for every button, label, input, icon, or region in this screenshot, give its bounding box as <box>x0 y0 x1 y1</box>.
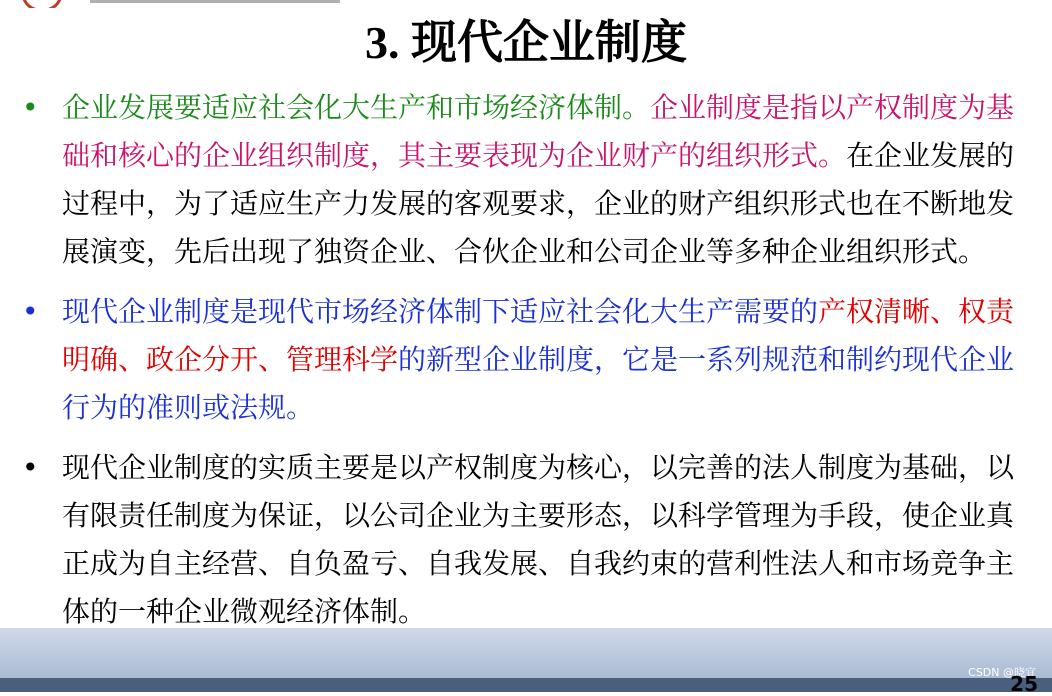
slide-title: 3. 现代企业制度 <box>365 17 687 68</box>
bullet-2-segment-2: 产权清晰、权责明确、政企分开、管理科学 <box>62 295 1015 376</box>
bullet-dot-icon: • <box>22 91 39 124</box>
page-number: 25 <box>1010 672 1038 696</box>
header-logo-strip <box>0 0 1052 8</box>
bullet-1-segment-1: 企业发展要适应社会化大生产和市场经济体制。 <box>62 91 651 124</box>
bullet-item-3 <box>18 444 1018 636</box>
footer-dark-strip <box>0 678 1052 692</box>
bullet-dot-icon: • <box>22 295 39 328</box>
bullet-2-segment-1: 现代企业制度是现代市场经济体制下适应社会化大生产需要的 <box>62 295 819 328</box>
bullet-item-1 <box>18 84 1018 276</box>
watermark: CSDN @晓宜 <box>968 666 1036 679</box>
bullet-list <box>18 84 1018 636</box>
bullet-2-segment-3: 的新型企业制度，它是一系列规范和制约现代企业行为的准则或法规。 <box>62 343 1015 424</box>
bullet-1-segment-2: 企业制度是指以产权制度为基础和核心的企业组织制度，其主要表现为企业财产的组织形式。 <box>62 91 1015 172</box>
bullet-dot-icon: • <box>22 451 39 484</box>
header-logo-text <box>90 0 340 3</box>
bullet-1-segment-3: 在企业发展的过程中，为了适应生产力发展的客观要求，企业的财产组织形式也在不断地发展演变，先后出现了独资企业、合伙企业和公司企业等多种企业组织形式。 <box>62 139 1015 268</box>
bullet-3-segment-1: 现代企业制度的实质主要是以产权制度为核心，以完善的法人制度为基础，以有限责任制度为保证，以公司企业为主要形态，以科学管理为手段，使企业真正成为自主经营、自负盈亏、自我发展、自我约束的营利性法人和市场竞争主体的一种企业微观经济体制。 <box>62 451 1015 628</box>
university-logo-icon <box>22 0 62 8</box>
bullet-item-2 <box>18 288 1018 432</box>
